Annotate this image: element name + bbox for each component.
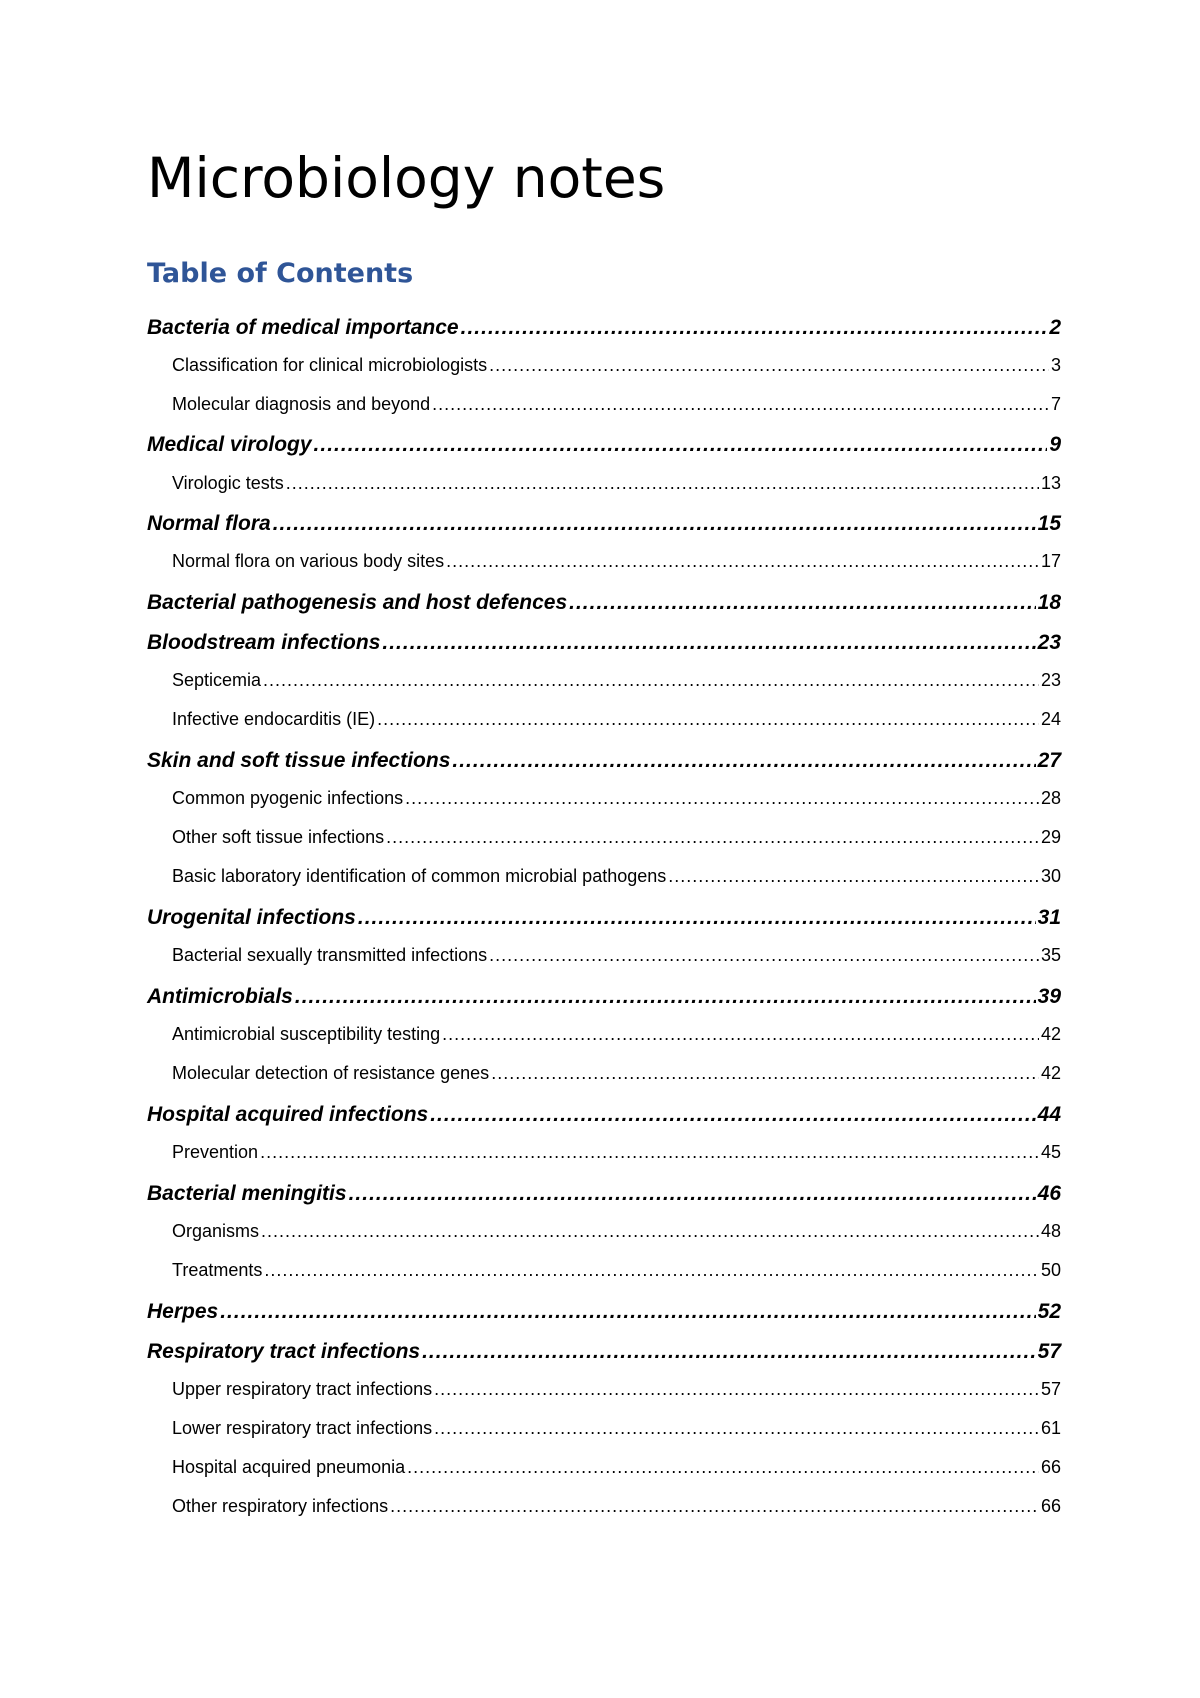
toc-entry-heading[interactable] — [147, 314, 1061, 342]
toc-dot-leader — [260, 1140, 1039, 1164]
toc-page-number: 17 — [1040, 551, 1061, 571]
toc-entry-text: Organisms — [172, 1221, 260, 1241]
toc-page-number: 30 — [1040, 866, 1061, 886]
toc-entry-subheading[interactable] — [172, 549, 1061, 573]
toc-entry-text: Bacterial pathogenesis and host defences — [147, 591, 568, 614]
toc-dot-leader — [377, 707, 1039, 731]
toc-entry-text: Basic laboratory identification of common microbial pathogens — [172, 866, 667, 886]
toc-entry-text: Virologic tests — [172, 473, 284, 493]
toc-entry-text: Urogenital infections — [147, 906, 356, 929]
toc-entry-subheading[interactable] — [172, 1416, 1061, 1440]
toc-entry-text: Bacterial sexually transmitted infections — [172, 945, 488, 965]
toc-page-number: 28 — [1040, 788, 1061, 808]
toc-entry-text: Lower respiratory tract infections — [172, 1418, 433, 1438]
toc-dot-leader — [382, 629, 1035, 657]
toc-dot-leader — [295, 983, 1036, 1011]
toc-dot-leader — [461, 314, 1048, 342]
toc-entry-subheading[interactable] — [172, 1219, 1061, 1243]
toc-entry-heading[interactable] — [147, 431, 1061, 459]
toc-entry-heading[interactable] — [147, 1180, 1061, 1208]
toc-page-number: 7 — [1050, 394, 1061, 414]
toc-page-number: 50 — [1040, 1260, 1061, 1280]
toc-entry-heading[interactable] — [147, 983, 1061, 1011]
toc-dot-leader — [434, 1377, 1039, 1401]
toc-entry-heading[interactable] — [147, 1298, 1061, 1326]
toc-dot-leader — [452, 747, 1035, 775]
toc-entry-text: Normal flora — [147, 512, 271, 535]
toc-page-number: 2 — [1049, 316, 1061, 339]
toc-dot-leader — [264, 1258, 1039, 1282]
toc-page-number: 23 — [1040, 670, 1061, 690]
toc-page-number: 18 — [1037, 591, 1061, 614]
toc-page-number: 9 — [1049, 433, 1061, 456]
toc-page-number: 44 — [1037, 1103, 1061, 1126]
toc-entry-subheading[interactable] — [172, 392, 1061, 416]
toc-dot-leader — [569, 589, 1036, 617]
toc-entry-heading[interactable] — [147, 904, 1061, 932]
toc-entry-text: Respiratory tract infections — [147, 1340, 421, 1363]
toc-page-number: 61 — [1040, 1418, 1061, 1438]
toc-entry-text: Infective endocarditis (IE) — [172, 709, 376, 729]
toc-dot-leader — [349, 1180, 1036, 1208]
toc-entry-text: Common pyogenic infections — [172, 788, 404, 808]
toc-page-number: 39 — [1037, 985, 1061, 1008]
toc-entry-text: Herpes — [147, 1300, 219, 1323]
toc-dot-leader — [405, 786, 1039, 810]
toc-dot-leader — [422, 1338, 1036, 1366]
toc-entry-text: Bloodstream infections — [147, 631, 381, 654]
toc-page-number: 52 — [1037, 1300, 1061, 1323]
toc-entry-text: Bacteria of medical importance — [147, 316, 459, 339]
toc-entry-subheading[interactable] — [172, 1022, 1061, 1046]
toc-entry-subheading[interactable] — [172, 864, 1061, 888]
toc-dot-leader — [491, 1061, 1039, 1085]
toc-page-number: 3 — [1050, 355, 1061, 375]
toc-entry-heading[interactable] — [147, 510, 1061, 538]
toc-page-number: 42 — [1040, 1024, 1061, 1044]
toc-page-number: 29 — [1040, 827, 1061, 847]
toc-entry-subheading[interactable] — [172, 353, 1061, 377]
toc-page-number: 57 — [1040, 1379, 1061, 1399]
toc-page-number: 13 — [1040, 473, 1061, 493]
toc-page-number: 35 — [1040, 945, 1061, 965]
toc-entry-subheading[interactable] — [172, 825, 1061, 849]
toc-dot-leader — [489, 353, 1049, 377]
toc-entry-subheading[interactable] — [172, 1455, 1061, 1479]
toc-entry-text: Antimicrobial susceptibility testing — [172, 1024, 441, 1044]
toc-dot-leader — [358, 904, 1036, 932]
toc-entry-text: Hospital acquired pneumonia — [172, 1457, 406, 1477]
toc-dot-leader — [407, 1455, 1039, 1479]
toc-entry-subheading[interactable] — [172, 1494, 1061, 1518]
toc-page-number: 42 — [1040, 1063, 1061, 1083]
toc-entry-heading[interactable] — [147, 1101, 1061, 1129]
toc-entry-text: Prevention — [172, 1142, 259, 1162]
toc-entry-text: Treatments — [172, 1260, 263, 1280]
toc-entry-subheading[interactable] — [172, 786, 1061, 810]
toc-entry-heading[interactable] — [147, 747, 1061, 775]
toc-entry-subheading[interactable] — [172, 1377, 1061, 1401]
toc-dot-leader — [442, 1022, 1039, 1046]
toc-entry-subheading[interactable] — [172, 668, 1061, 692]
toc-page-number: 66 — [1040, 1457, 1061, 1477]
toc-dot-leader — [286, 471, 1039, 495]
toc-entry-heading[interactable] — [147, 629, 1061, 657]
toc-page-number: 66 — [1040, 1496, 1061, 1516]
toc-entry-subheading[interactable] — [172, 707, 1061, 731]
toc-entry-text: Bacterial meningitis — [147, 1182, 347, 1205]
toc-entry-text: Other soft tissue infections — [172, 827, 385, 847]
toc-dot-leader — [432, 392, 1049, 416]
toc-heading: Table of Contents — [147, 258, 414, 289]
toc-entry-text: Hospital acquired infections — [147, 1103, 429, 1126]
toc-page-number: 15 — [1037, 512, 1061, 535]
toc-dot-leader — [489, 943, 1039, 967]
toc-entry-text: Antimicrobials — [147, 985, 293, 1008]
toc-entry-text: Medical virology — [147, 433, 312, 456]
toc-entry-text: Other respiratory infections — [172, 1496, 389, 1516]
toc-dot-leader — [314, 431, 1048, 459]
toc-entry-subheading[interactable] — [172, 1061, 1061, 1085]
toc-entry-subheading[interactable] — [172, 471, 1061, 495]
toc-entry-text: Normal flora on various body sites — [172, 551, 445, 571]
toc-entry-subheading[interactable] — [172, 1258, 1061, 1282]
toc-entry-heading[interactable] — [147, 589, 1061, 617]
toc-dot-leader — [220, 1298, 1035, 1326]
toc-entry-text: Molecular detection of resistance genes — [172, 1063, 490, 1083]
toc-dot-leader — [386, 825, 1039, 849]
toc-page-number: 23 — [1037, 631, 1061, 654]
toc-dot-leader — [430, 1101, 1035, 1129]
toc-entry-subheading[interactable] — [172, 1140, 1061, 1164]
toc-page-number: 31 — [1037, 906, 1061, 929]
toc-entry-text: Septicemia — [172, 670, 262, 690]
toc-page-number: 48 — [1040, 1221, 1061, 1241]
toc-entry-text: Molecular diagnosis and beyond — [172, 394, 431, 414]
toc-entry-text: Skin and soft tissue infections — [147, 749, 451, 772]
toc-page-number: 46 — [1037, 1182, 1061, 1205]
toc-dot-leader — [446, 549, 1039, 573]
toc-entry-subheading[interactable] — [172, 943, 1061, 967]
toc-page-number: 45 — [1040, 1142, 1061, 1162]
toc-dot-leader — [434, 1416, 1039, 1440]
toc-dot-leader — [261, 1219, 1039, 1243]
toc-dot-leader — [263, 668, 1039, 692]
toc-entry-text: Classification for clinical microbiologists — [172, 355, 488, 375]
toc-page-number: 27 — [1037, 749, 1061, 772]
toc-dot-leader — [273, 510, 1036, 538]
toc-page-number: 24 — [1040, 709, 1061, 729]
toc-entry-text: Upper respiratory tract infections — [172, 1379, 433, 1399]
toc-dot-leader — [390, 1494, 1039, 1518]
toc-page-number: 57 — [1037, 1340, 1061, 1363]
document-title: Microbiology notes — [147, 146, 666, 210]
toc-dot-leader — [668, 864, 1039, 888]
toc-entry-heading[interactable] — [147, 1338, 1061, 1366]
